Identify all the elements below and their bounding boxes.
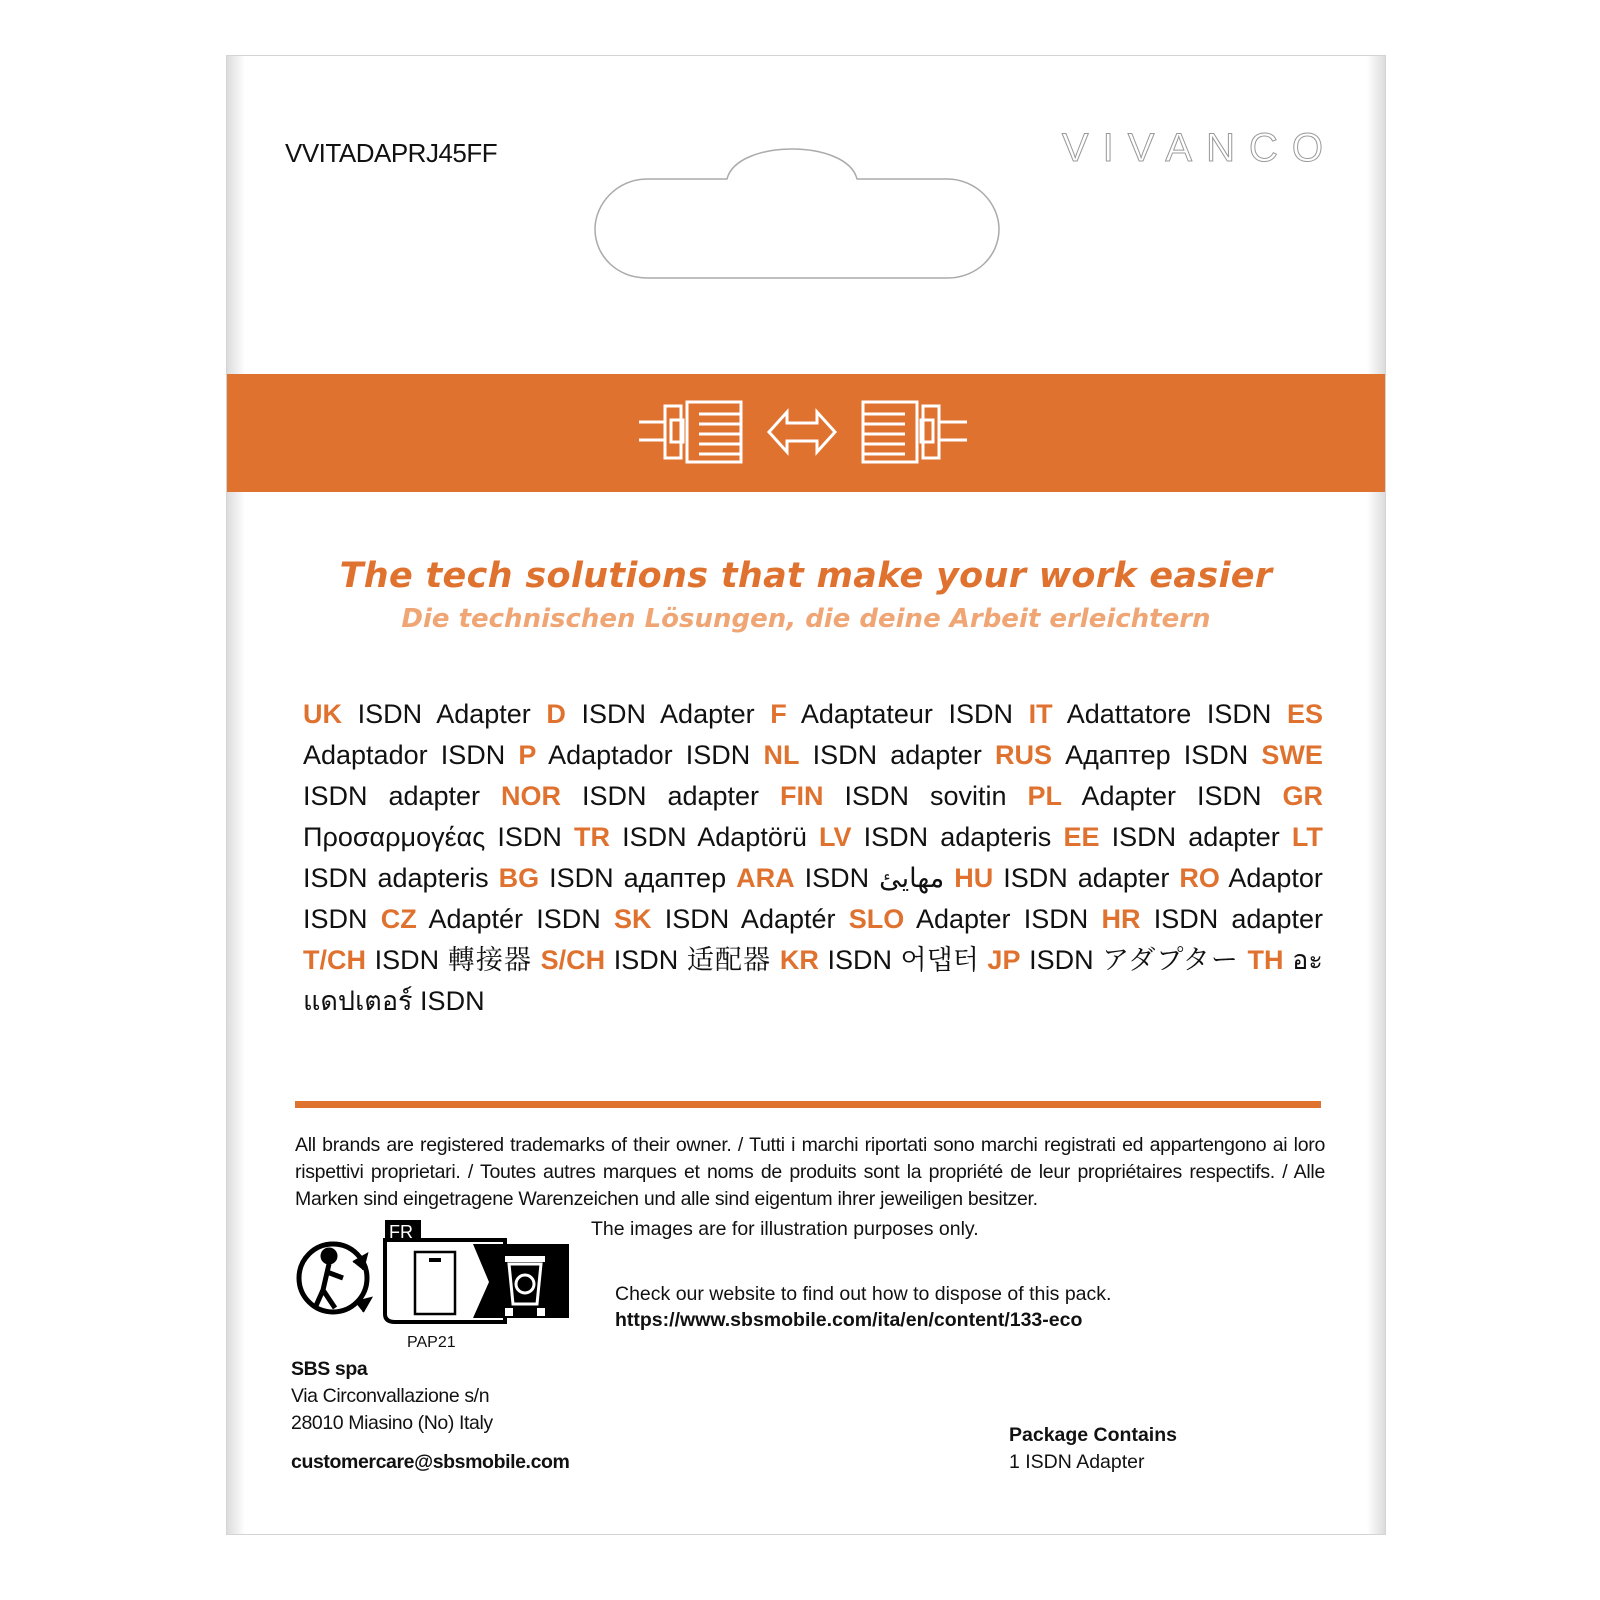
company-name: SBS spa [291, 1358, 368, 1380]
language-code: LT [1291, 822, 1323, 852]
language-code: TR [574, 822, 610, 852]
language-code: PL [1027, 781, 1062, 811]
language-text: Adaptador ISDN [303, 740, 506, 770]
language-text: ISDN adapter [581, 781, 760, 811]
company-email[interactable]: customercare@sbsmobile.com [291, 1451, 570, 1473]
language-code: LV [818, 822, 852, 852]
language-text: ISDN adapter [303, 781, 481, 811]
language-text: Adattatore ISDN [1066, 699, 1272, 729]
orange-band [227, 374, 1385, 492]
language-code: ES [1286, 699, 1324, 729]
rj45-female-connector-icon [639, 402, 741, 462]
brand-logo: VIVANCO [1061, 126, 1337, 170]
card-left-edge [227, 56, 245, 1534]
language-code: D [546, 699, 566, 729]
language-code: GR [1282, 781, 1323, 811]
double-arrow-icon [769, 412, 835, 452]
language-code: CZ [380, 904, 417, 934]
language-code: S/CH [540, 945, 606, 975]
language-text: ISDN Adaptörü [622, 822, 807, 852]
tagline-english: The tech solutions that make your work easier [339, 556, 1273, 596]
language-code: SK [613, 904, 652, 934]
connector-diagram [637, 396, 977, 468]
language-code: FIN [780, 781, 824, 811]
language-text: Adapter ISDN [915, 904, 1089, 934]
language-code: KR [779, 945, 819, 975]
card-right-edge [1367, 56, 1385, 1534]
language-text: ISDN adapter [1003, 863, 1170, 893]
language-text: อะแดปเตอร์ ISDN [303, 945, 1323, 1016]
language-code: TH [1247, 945, 1284, 975]
language-text: ISDN adapter [1153, 904, 1323, 934]
language-code: RO [1179, 863, 1220, 893]
language-text: ISDN sovitin [844, 781, 1007, 811]
language-text: ISDN 어댑터 [827, 945, 979, 975]
company-street: Via Circonvallazione s/n [291, 1385, 490, 1407]
language-code: ARA [736, 863, 795, 893]
language-text: Adaptador ISDN [548, 740, 751, 770]
language-text: Προσαρμογέας ISDN [303, 822, 562, 852]
language-text: Adaptateur ISDN [800, 699, 1014, 729]
illustration-notice: The images are for illustration purposes only. [591, 1218, 979, 1240]
language-text: ISDN adapteris [303, 863, 489, 893]
recycling-label [293, 1216, 583, 1336]
tagline-german: Die technischen Lösungen, die deine Arbeit erleichtern [401, 604, 1211, 634]
disposal-link[interactable]: https://www.sbsmobile.com/ita/en/content/133-eco [615, 1309, 1083, 1331]
package-heading: Package Contains [1009, 1424, 1177, 1446]
package-item: 1 ISDN Adapter [1009, 1451, 1145, 1473]
company-address [291, 1356, 493, 1437]
language-code: JP [987, 945, 1021, 975]
package-contents [1009, 1422, 1177, 1476]
language-text: ISDN アダプター [1029, 945, 1239, 975]
company-city: 28010 Miasino (No) Italy [291, 1412, 493, 1434]
material-code: PAP21 [407, 1334, 456, 1351]
orange-divider [295, 1101, 1321, 1108]
multilingual-description [303, 694, 1323, 1022]
language-code: SLO [848, 904, 905, 934]
language-code: RUS [994, 740, 1052, 770]
triman-icon [299, 1244, 371, 1312]
language-code: HU [954, 863, 994, 893]
package-back-card [226, 55, 1386, 1535]
language-code: SWE [1261, 740, 1323, 770]
disposal-info [615, 1281, 1111, 1333]
language-code: BG [498, 863, 540, 893]
language-code: IT [1028, 699, 1053, 729]
language-text: ISDN Adaptér [664, 904, 836, 934]
language-text: Adaptor ISDN [303, 863, 1323, 934]
language-text: ISDN Adapter [581, 699, 755, 729]
trademark-notice: All brands are registered trademarks of their owner. / Tutti i marchi riportati sono marchi registrati ed appartengono ai loro rispettivi proprietari. / Toutes autres marques et noms de produits sont la propriété de leur propriétaires respectifs. / Alle Marken sind eingetragene Warenzeichen und alle sind eigentum ihrer jeweiligen besitzer. [295, 1134, 1325, 1210]
language-text: Adapter ISDN [1081, 781, 1262, 811]
language-text: Adaptér ISDN [428, 904, 601, 934]
language-code: NL [763, 740, 800, 770]
language-code: T/CH [303, 945, 366, 975]
language-code: F [770, 699, 787, 729]
language-text: ISDN adapter [812, 740, 982, 770]
language-text: ISDN 适配器 [613, 945, 772, 975]
language-code: P [518, 740, 537, 770]
language-text: ISDN адаптер [549, 863, 727, 893]
hang-hole [587, 134, 1007, 284]
language-text: Адаптер ISDN [1065, 740, 1249, 770]
product-sku: VVITADAPRJ45FF [285, 138, 498, 168]
language-code: HR [1101, 904, 1141, 934]
language-text: ISDN adapteris [863, 822, 1052, 852]
language-code: EE [1063, 822, 1100, 852]
country-code: FR [389, 1222, 413, 1242]
language-text: ISDN 轉接器 [374, 945, 533, 975]
rj45-female-connector-icon [863, 402, 967, 462]
language-text: ISDN Adapter [357, 699, 531, 729]
language-text: ISDN adapter [1111, 822, 1280, 852]
disposal-text: Check our website to find out how to dispose of this pack. [615, 1283, 1112, 1305]
language-text: ISDN مهايئ [804, 863, 945, 893]
language-code: UK [303, 699, 342, 729]
language-code: NOR [501, 781, 562, 811]
